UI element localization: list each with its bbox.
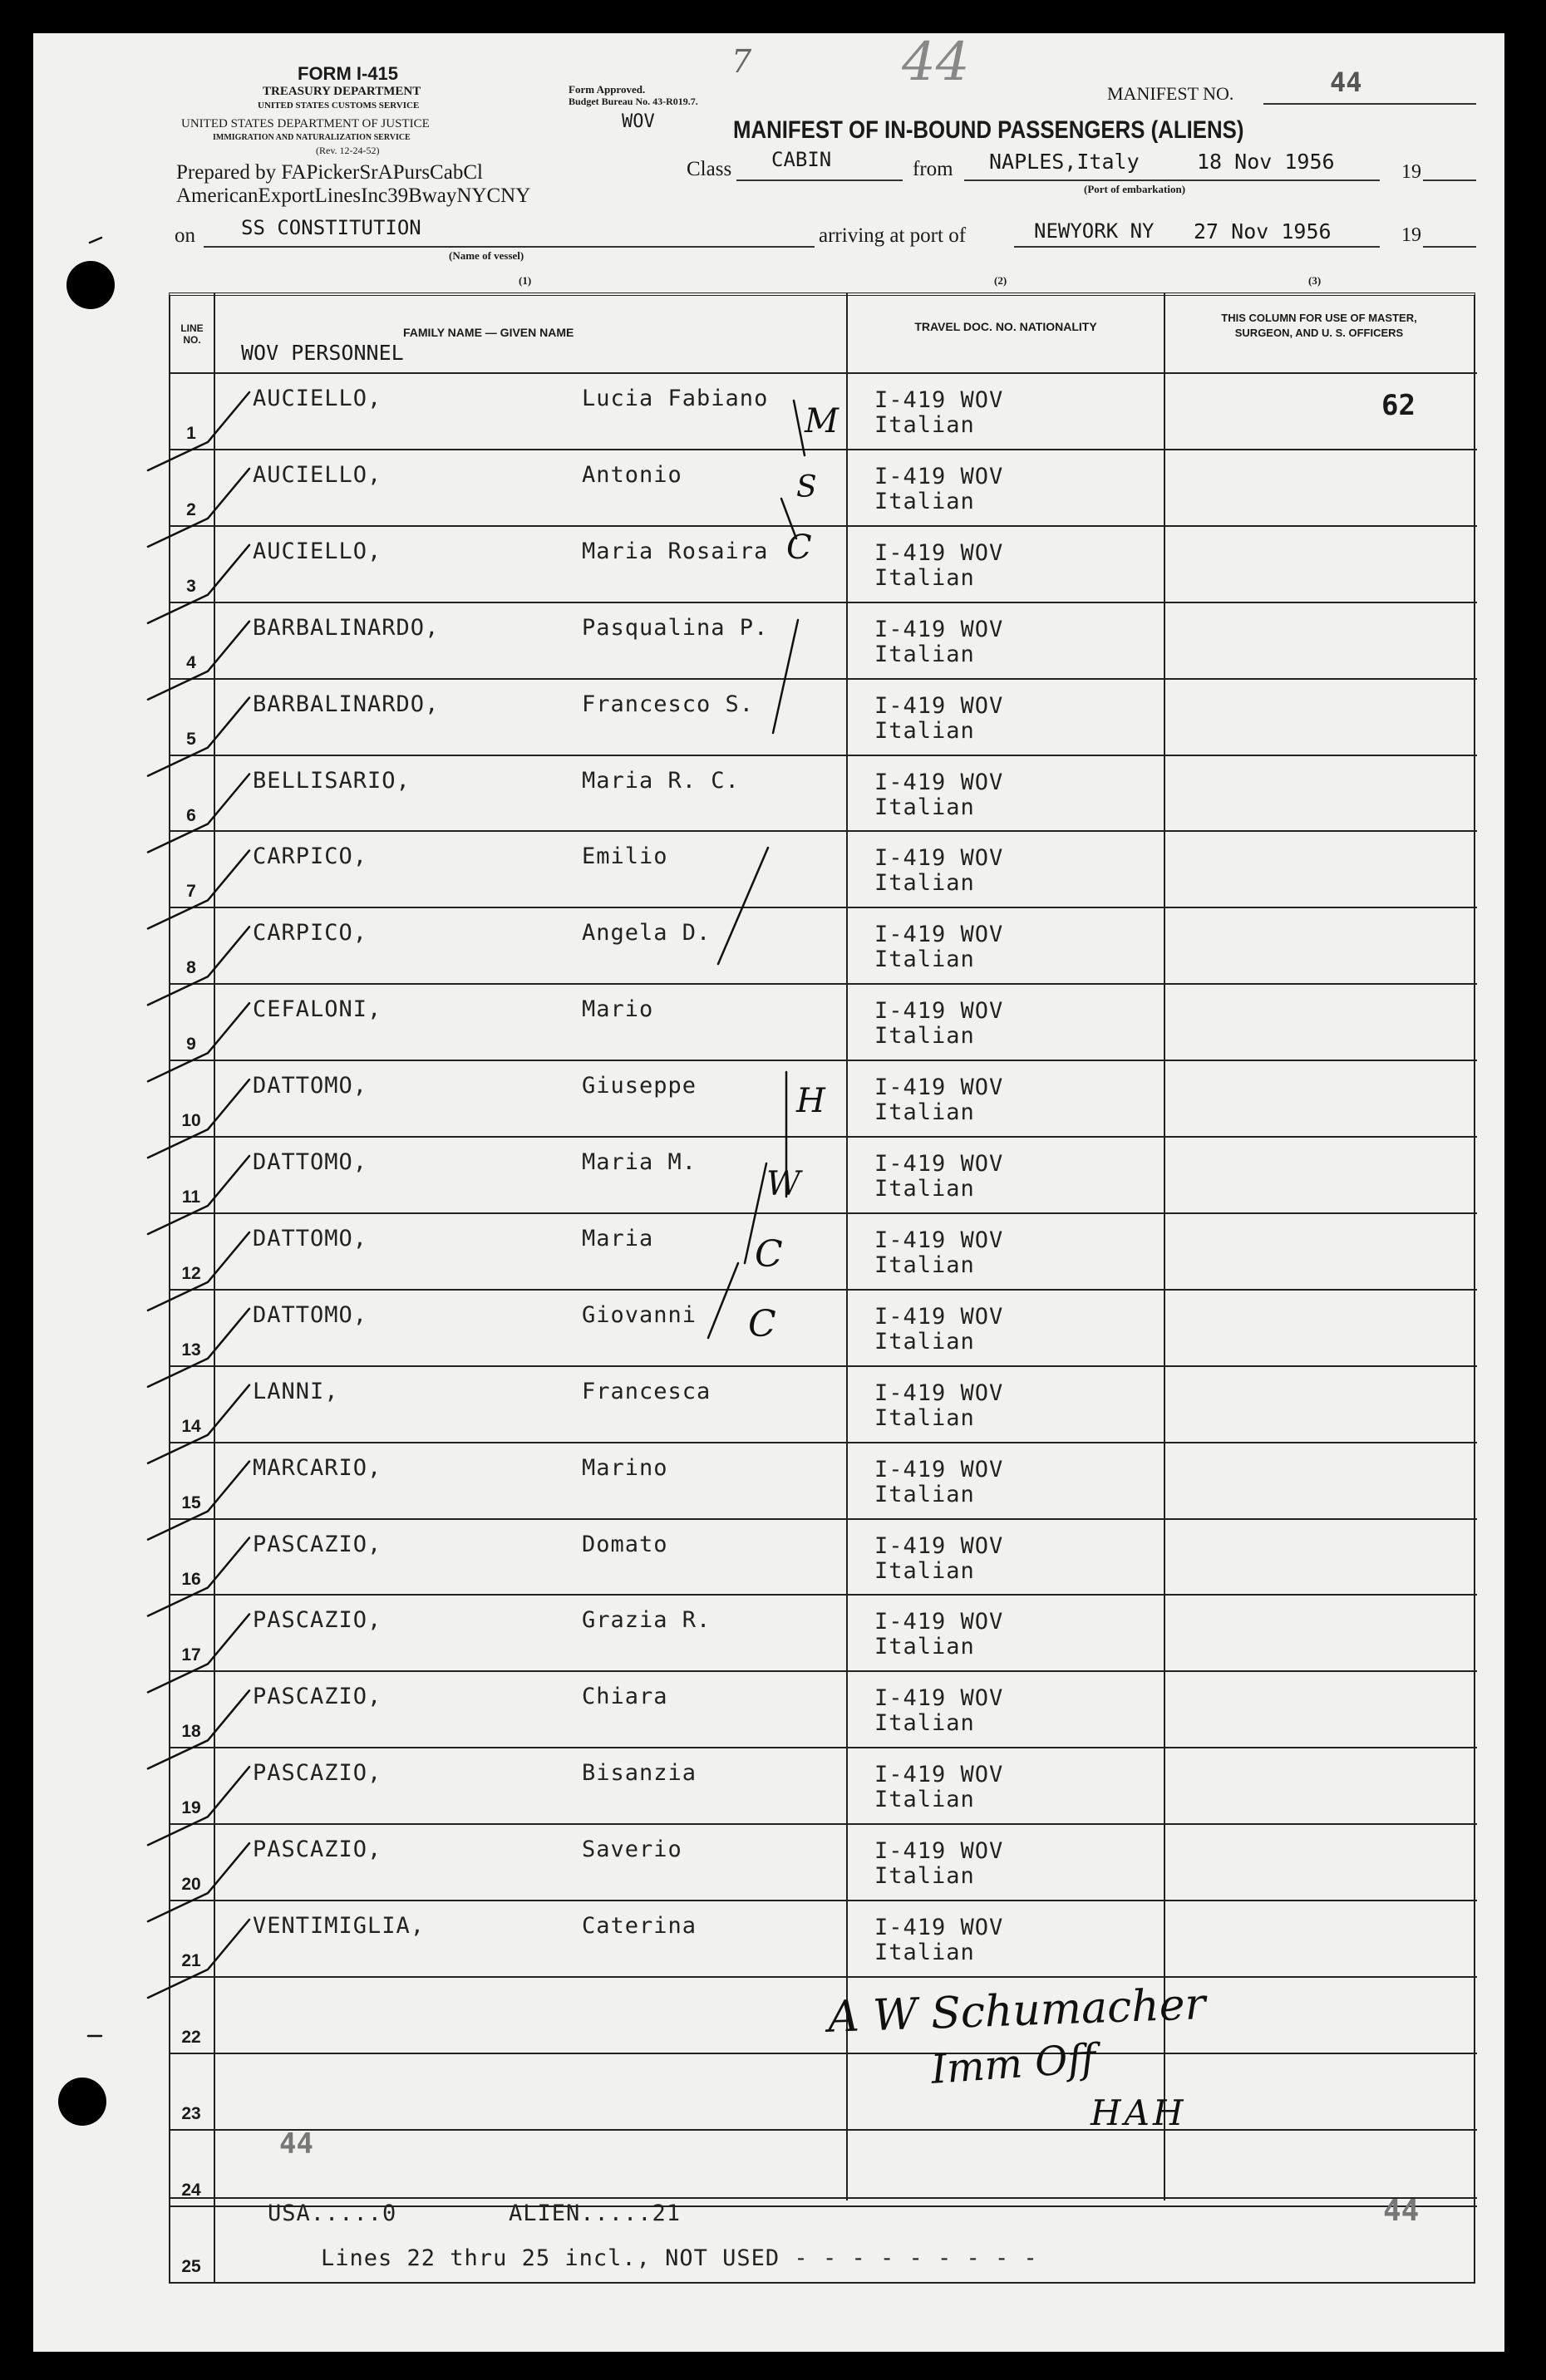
line-number: 11 bbox=[181, 1188, 201, 1207]
nationality: Italian bbox=[874, 1023, 975, 1050]
department-name: TREASURY DEPARTMENT bbox=[263, 85, 421, 98]
nationality: Italian bbox=[874, 1404, 975, 1431]
officer-signature: A W Schumacher bbox=[827, 1979, 1207, 2043]
family-name: BARBALINARDO, bbox=[253, 691, 440, 717]
nationality: Italian bbox=[874, 1557, 975, 1584]
typed-code: WOV bbox=[622, 111, 655, 132]
row-divider bbox=[170, 602, 1477, 603]
row-divider bbox=[170, 1289, 1477, 1291]
alien-total: ALIEN.....21 bbox=[509, 2201, 682, 2226]
given-name: Saverio bbox=[582, 1837, 682, 1863]
line-number: 10 bbox=[181, 1111, 201, 1131]
travel-doc-number: I-419 WOV bbox=[874, 1915, 1004, 1940]
travel-doc-header: TRAVEL DOC. NO. NATIONALITY bbox=[914, 320, 1097, 333]
nationality: Italian bbox=[874, 794, 975, 820]
stamp-number-right: 44 bbox=[1383, 2194, 1420, 2228]
row-divider bbox=[170, 755, 1477, 756]
given-name: Pasqualina P. bbox=[582, 614, 769, 641]
name-header: FAMILY NAME — GIVEN NAME bbox=[403, 326, 574, 339]
line-number: 24 bbox=[181, 2180, 201, 2200]
travel-doc-number: I-419 WOV bbox=[874, 769, 1004, 795]
line-number: 4 bbox=[186, 652, 196, 672]
form-revision: (Rev. 12-24-52) bbox=[316, 145, 380, 156]
arrival-port: NEWYORK NY bbox=[1034, 219, 1155, 243]
nationality: Italian bbox=[874, 870, 975, 897]
line-number: 25 bbox=[181, 2256, 201, 2276]
handwritten-manifest-mark: 44 bbox=[902, 32, 970, 93]
family-name: CARPICO, bbox=[253, 920, 368, 947]
family-name: DATTOMO, bbox=[253, 1073, 368, 1099]
form-number: FORM I-415 bbox=[298, 63, 399, 84]
given-name: Caterina bbox=[582, 1913, 697, 1939]
family-name: CARPICO, bbox=[253, 843, 368, 870]
given-name: Maria bbox=[582, 1225, 654, 1251]
nationality: Italian bbox=[874, 1328, 975, 1355]
family-name: PASCAZIO, bbox=[253, 1531, 382, 1557]
travel-doc-number: I-419 WOV bbox=[874, 845, 1004, 872]
nationality: Italian bbox=[874, 947, 975, 973]
given-name: Lucia Fabiano bbox=[582, 386, 769, 411]
given-name: Bisanzia bbox=[582, 1760, 697, 1787]
given-name: Antonio bbox=[582, 461, 682, 488]
row-divider bbox=[170, 1442, 1477, 1443]
arrival-date: 27 Nov 1956 bbox=[1194, 219, 1332, 243]
col-1-number: (1) bbox=[519, 274, 532, 287]
line-number: 21 bbox=[181, 1951, 201, 1970]
line-number: 23 bbox=[181, 2103, 201, 2123]
given-name: Maria Rosaira bbox=[582, 538, 769, 564]
punch-hole-top bbox=[66, 261, 115, 309]
nationality: Italian bbox=[874, 641, 975, 667]
arriving-label: arriving at port of bbox=[819, 224, 967, 247]
given-name: Emilio bbox=[582, 843, 668, 870]
ins-service: IMMIGRATION AND NATURALIZATION SERVICE bbox=[213, 133, 411, 142]
family-name: AUCIELLO, bbox=[253, 461, 382, 488]
line-number: 9 bbox=[186, 1035, 196, 1055]
line-number: 14 bbox=[181, 1416, 201, 1436]
family-name: PASCAZIO, bbox=[253, 1607, 382, 1634]
family-name: CEFALONI, bbox=[253, 996, 382, 1023]
manifest-no-label: MANIFEST NO. bbox=[1107, 83, 1234, 104]
nationality: Italian bbox=[874, 1099, 975, 1126]
row-divider bbox=[170, 1365, 1477, 1367]
officer-title: Imm Off bbox=[929, 2035, 1098, 2093]
row-divider bbox=[170, 1594, 1477, 1596]
travel-doc-number: I-419 WOV bbox=[874, 1609, 1004, 1635]
family-name: VENTIMIGLIA, bbox=[253, 1913, 426, 1939]
row-divider bbox=[170, 1823, 1477, 1825]
travel-doc-number: I-419 WOV bbox=[874, 463, 1004, 489]
travel-doc-number: I-419 WOV bbox=[874, 539, 1004, 566]
line-number: 7 bbox=[186, 882, 196, 902]
usa-total: USA.....0 bbox=[268, 2201, 397, 2226]
family-name: AUCIELLO, bbox=[253, 538, 382, 564]
nationality: Italian bbox=[874, 1940, 975, 1965]
prepared-by-line-1: Prepared by FAPickerSrAPursCabCl bbox=[176, 161, 483, 184]
nationality: Italian bbox=[874, 1710, 975, 1737]
row-divider bbox=[170, 1060, 1477, 1061]
family-name: BARBALINARDO, bbox=[253, 614, 440, 641]
family-name: PASCAZIO, bbox=[253, 1760, 382, 1787]
travel-doc-number: I-419 WOV bbox=[874, 1303, 1004, 1330]
given-name: Giuseppe bbox=[582, 1073, 697, 1099]
arrival-year-prefix: 19 bbox=[1401, 224, 1421, 246]
class-label: Class bbox=[687, 158, 732, 180]
vessel-sublabel: (Name of vessel) bbox=[449, 249, 524, 262]
punch-hole-bottom bbox=[58, 2078, 106, 2126]
travel-doc-number: I-419 WOV bbox=[874, 692, 1004, 719]
line-number: 6 bbox=[186, 805, 196, 825]
family-name: BELLISARIO, bbox=[253, 767, 411, 794]
row-divider bbox=[170, 678, 1477, 680]
family-name: PASCAZIO, bbox=[253, 1684, 382, 1710]
travel-doc-number: I-419 WOV bbox=[874, 1532, 1004, 1559]
family-name: LANNI, bbox=[253, 1378, 339, 1404]
given-name: Angela D. bbox=[582, 920, 711, 947]
line-number: 5 bbox=[186, 729, 196, 749]
given-name: Chiara bbox=[582, 1684, 668, 1710]
embark-year-prefix: 19 bbox=[1401, 161, 1421, 183]
manifest-number: 44 bbox=[1330, 66, 1362, 98]
family-name: DATTOMO, bbox=[253, 1225, 368, 1251]
line-number: 19 bbox=[181, 1798, 201, 1818]
travel-doc-number: I-419 WOV bbox=[874, 922, 1004, 948]
line-number: 16 bbox=[181, 1569, 201, 1589]
justice-department: UNITED STATES DEPARTMENT OF JUSTICE bbox=[181, 117, 430, 130]
line-number: 3 bbox=[186, 576, 196, 596]
row-divider bbox=[170, 1212, 1477, 1214]
class-value: CABIN bbox=[771, 148, 832, 171]
mark-relation-1: M bbox=[805, 402, 839, 440]
handwritten-page-mark: 7 bbox=[731, 43, 752, 80]
officers-header: THIS COLUMN FOR USE OF MASTER, SURGEON, AND U. S. OFFICERS bbox=[1221, 312, 1417, 339]
travel-doc-number: I-419 WOV bbox=[874, 1074, 1004, 1101]
col-2-number: (2) bbox=[994, 274, 1007, 287]
row-divider bbox=[170, 1670, 1477, 1672]
line-number: 1 bbox=[186, 424, 196, 443]
row-divider bbox=[170, 1136, 1477, 1138]
row-divider bbox=[170, 449, 1477, 450]
officer-count: 62 bbox=[1381, 389, 1416, 422]
not-used-note: Lines 22 thru 25 incl., NOT USED - - - - - - - - - bbox=[321, 2245, 1038, 2271]
row-divider bbox=[170, 1900, 1477, 1901]
given-name: Francesca bbox=[582, 1378, 711, 1404]
form-approved: Form Approved. bbox=[569, 83, 646, 96]
customs-service: UNITED STATES CUSTOMS SERVICE bbox=[258, 101, 420, 111]
travel-doc-number: I-419 WOV bbox=[874, 387, 1004, 413]
line-number: 18 bbox=[181, 1722, 201, 1742]
family-name: PASCAZIO, bbox=[253, 1837, 382, 1863]
mark-relation-7: C bbox=[748, 1303, 776, 1345]
row-divider bbox=[170, 525, 1477, 527]
nationality: Italian bbox=[874, 564, 975, 591]
nationality: Italian bbox=[874, 488, 975, 514]
nationality: Italian bbox=[874, 1251, 975, 1278]
totals-divider bbox=[170, 2197, 1477, 2199]
nationality: Italian bbox=[874, 1634, 975, 1660]
mark-relation-5: W bbox=[766, 1165, 801, 1203]
line-number: 15 bbox=[181, 1492, 201, 1512]
travel-doc-number: I-419 WOV bbox=[874, 616, 1004, 642]
family-name: AUCIELLO, bbox=[253, 386, 382, 411]
mark-relation-4: H bbox=[796, 1082, 825, 1120]
col-3-number: (3) bbox=[1308, 274, 1322, 287]
port-of-embarkation: NAPLES,Italy bbox=[989, 150, 1140, 174]
given-name: Maria R. C. bbox=[582, 767, 740, 794]
line-number: 8 bbox=[186, 958, 196, 978]
family-name: DATTOMO, bbox=[253, 1149, 368, 1175]
nationality: Italian bbox=[874, 1481, 975, 1507]
line-number: 13 bbox=[181, 1340, 201, 1360]
row-divider bbox=[170, 2129, 1477, 2131]
stamp-number-left: 44 bbox=[279, 2127, 313, 2161]
given-name: Domato bbox=[582, 1531, 668, 1557]
row-divider bbox=[170, 1518, 1477, 1520]
given-name: Grazia R. bbox=[582, 1607, 711, 1634]
row-divider bbox=[170, 1976, 1477, 1978]
travel-doc-number: I-419 WOV bbox=[874, 1227, 1004, 1253]
nationality: Italian bbox=[874, 1176, 975, 1202]
given-name: Giovanni bbox=[582, 1301, 697, 1328]
line-number: 12 bbox=[181, 1263, 201, 1283]
embark-sublabel: (Port of embarkation) bbox=[1084, 183, 1186, 195]
travel-doc-number: I-419 WOV bbox=[874, 1762, 1004, 1788]
nationality: Italian bbox=[874, 1863, 975, 1890]
line-number: 17 bbox=[181, 1645, 201, 1665]
line-number: 22 bbox=[181, 2027, 201, 2047]
family-name: MARCARIO, bbox=[253, 1454, 382, 1481]
given-name: Mario bbox=[582, 996, 654, 1023]
travel-doc-number: I-419 WOV bbox=[874, 1379, 1004, 1406]
mark-relation-2: S bbox=[796, 470, 817, 504]
prepared-by-line-2: AmericanExportLinesInc39BwayNYCNY bbox=[176, 184, 531, 207]
row-divider bbox=[170, 907, 1477, 908]
travel-doc-number: I-419 WOV bbox=[874, 1838, 1004, 1865]
given-name: Francesco S. bbox=[582, 691, 755, 717]
from-label: from bbox=[913, 158, 953, 180]
nationality: Italian bbox=[874, 717, 975, 744]
family-name: DATTOMO, bbox=[253, 1301, 368, 1328]
embark-date: 18 Nov 1956 bbox=[1197, 150, 1335, 174]
line-number: 20 bbox=[181, 1875, 201, 1895]
line-number: 2 bbox=[186, 499, 196, 519]
travel-doc-number: I-419 WOV bbox=[874, 1685, 1004, 1712]
vessel-name: SS CONSTITUTION bbox=[241, 216, 421, 239]
nationality: Italian bbox=[874, 1787, 975, 1813]
travel-doc-number: I-419 WOV bbox=[874, 998, 1004, 1025]
group-label: WOV PERSONNEL bbox=[241, 341, 404, 365]
row-divider bbox=[170, 2053, 1477, 2054]
row-divider bbox=[170, 830, 1477, 832]
travel-doc-number: I-419 WOV bbox=[874, 1456, 1004, 1483]
line-no-header: LINE NO. bbox=[180, 322, 204, 346]
mark-relation-6: C bbox=[755, 1233, 783, 1276]
travel-doc-number: I-419 WOV bbox=[874, 1151, 1004, 1177]
mark-relation-3: C bbox=[786, 529, 812, 567]
on-label: on bbox=[175, 224, 195, 247]
nationality: Italian bbox=[874, 412, 975, 438]
row-divider bbox=[170, 1747, 1477, 1748]
row-divider bbox=[170, 983, 1477, 985]
manifest-title: MANIFEST OF IN-BOUND PASSENGERS (ALIENS) bbox=[733, 116, 1244, 144]
given-name: Maria M. bbox=[582, 1149, 697, 1175]
budget-bureau: Budget Bureau No. 43-R019.7. bbox=[569, 96, 698, 107]
officer-initials: HAH bbox=[1091, 2092, 1187, 2133]
given-name: Marino bbox=[582, 1454, 668, 1481]
